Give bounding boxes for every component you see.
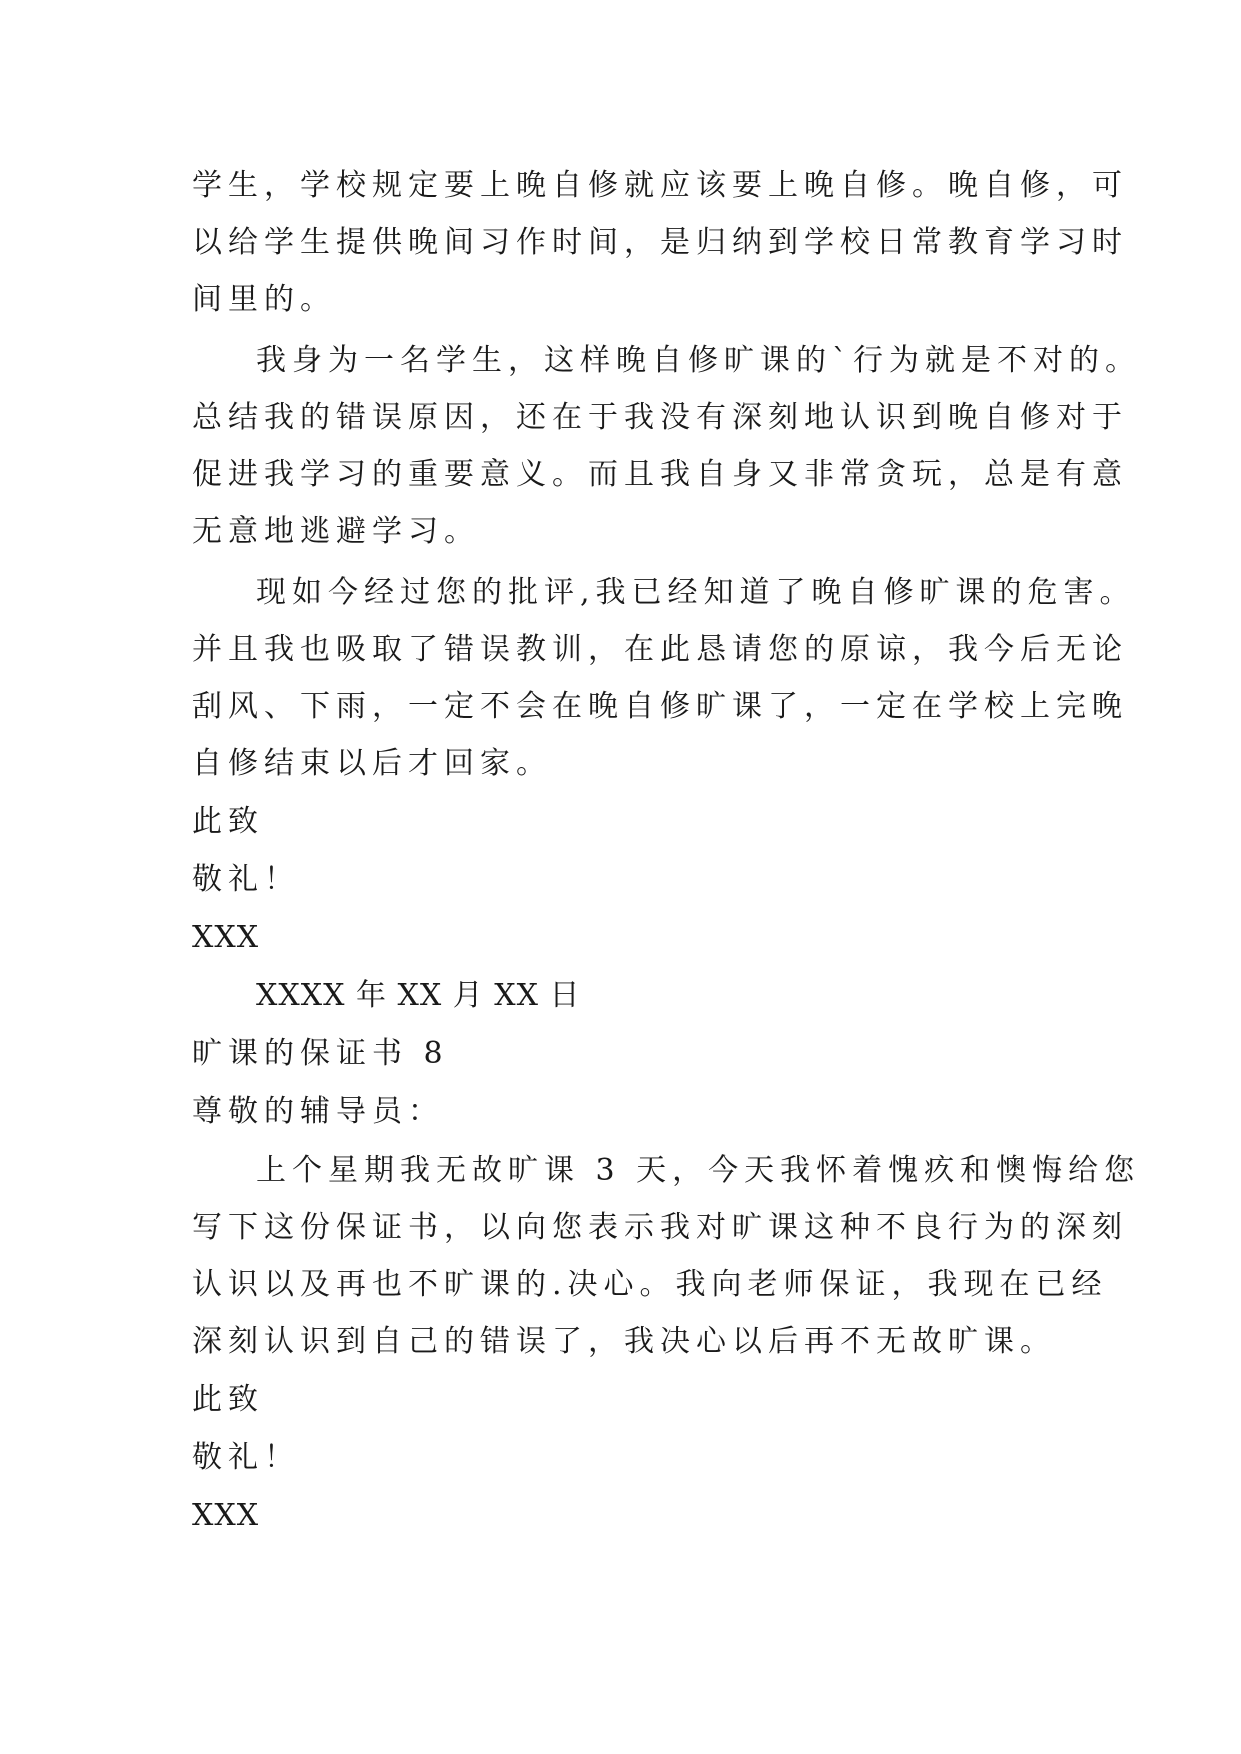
closing-regards: 敬礼！	[192, 1440, 300, 1475]
paragraph-first-line: 现如今经过您的批评,我已经知道了晚自修旷课的危害。	[256, 575, 1136, 610]
body-line: 刮风、下雨，一定不会在晚自修旷课了，一定在学校上完晚	[192, 689, 1128, 724]
body-line: 间里的。	[192, 282, 336, 317]
body-line: 无意地逃避学习。	[192, 514, 480, 549]
paragraph-first-line: 我身为一名学生，这样晚自修旷课的`行为就是不对的。	[256, 343, 1141, 378]
body-line: 写下这份保证书，以向您表示我对旷课这种不良行为的深刻	[192, 1210, 1128, 1245]
body-line: 学生，学校规定要上晚自修就应该要上晚自修。晚自修，可	[192, 168, 1128, 203]
addressee: 尊敬的辅导员：	[192, 1094, 444, 1129]
closing-salutation: 此致	[192, 804, 264, 839]
closing-regards: 敬礼！	[192, 862, 300, 897]
body-line: 自修结束以后才回家。	[192, 746, 552, 781]
signature-date: XXXX 年 XX 月 XX 日	[256, 978, 581, 1013]
body-line: 并且我也吸取了错误教训，在此恳请您的原谅，我今后无论	[192, 632, 1128, 667]
closing-salutation: 此致	[192, 1382, 264, 1417]
section-title: 旷课的保证书 8	[192, 1036, 449, 1071]
body-line: 总结我的错误原因，还在于我没有深刻地认识到晚自修对于	[192, 400, 1128, 435]
body-line: 认识以及再也不旷课的.决心。我向老师保证，我现在已经	[192, 1267, 1108, 1302]
body-line: 以给学生提供晚间习作时间，是归纳到学校日常教育学习时	[192, 225, 1128, 260]
signature-name: XXX	[192, 920, 260, 955]
body-line: 促进我学习的重要意义。而且我自身又非常贪玩，总是有意	[192, 457, 1128, 492]
signature-name: XXX	[192, 1498, 260, 1533]
body-line: 深刻认识到自己的错误了，我决心以后再不无故旷课。	[192, 1324, 1056, 1359]
paragraph-first-line: 上个星期我无故旷课 3 天，今天我怀着愧疚和懊悔给您	[256, 1153, 1141, 1188]
